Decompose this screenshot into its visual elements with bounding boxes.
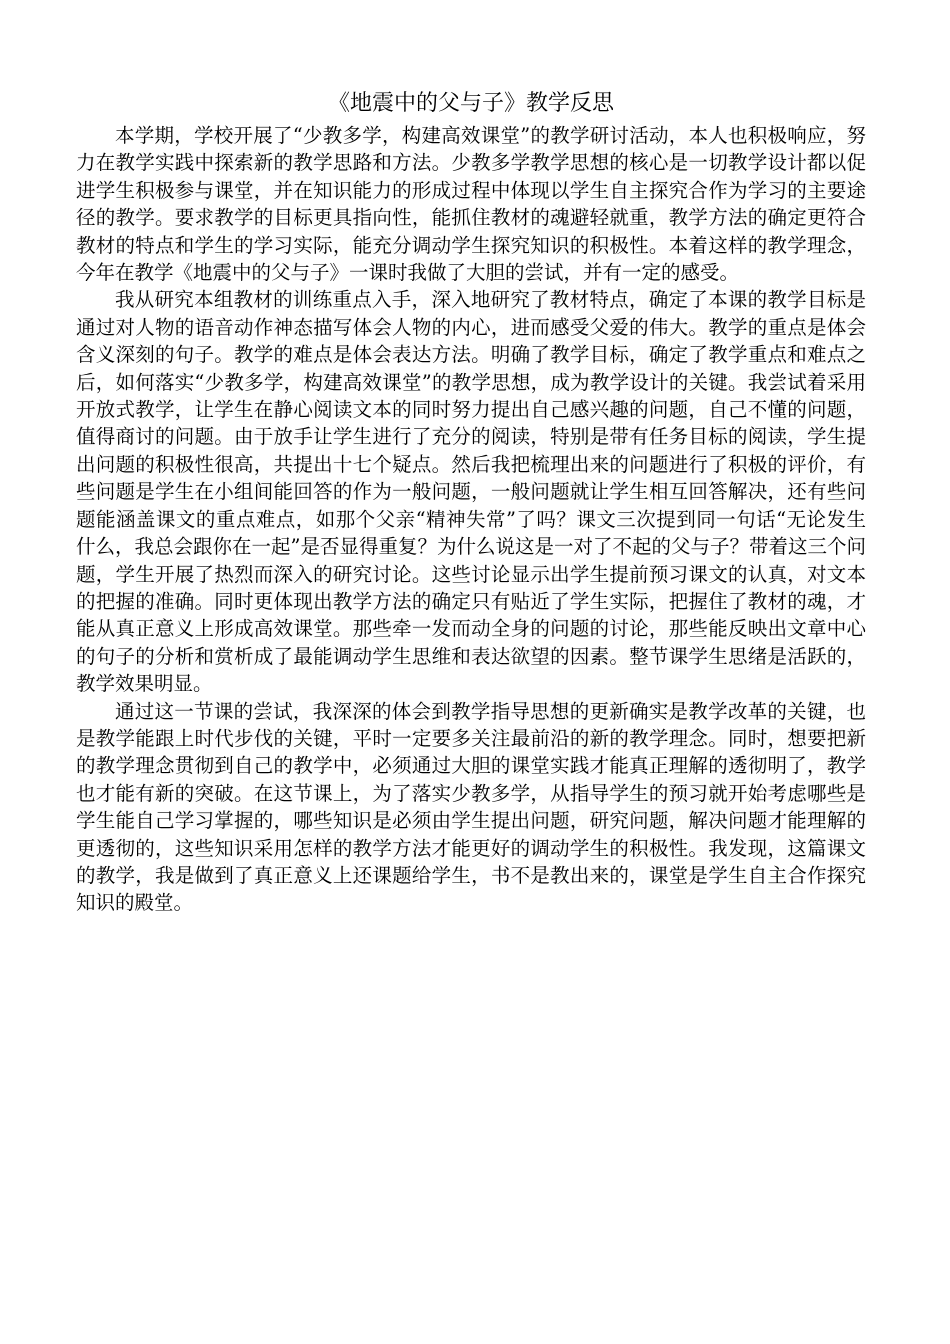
- paragraph-2: 我从研究本组教材的训练重点入手，深入地研究了教材特点，确定了本课的教学目标是通过对人物的语音动作神态描写体会人物的内心，进而感受父爱的伟大。教学的重点是体会含义深刻的句子。教学的难点是体会表达方法。明确了教学目标，确定了教学重点和难点之后，如何落实“少教多学，构建高效课堂”的教学思想，成为教学设计的关键。我尝试着采用开放式教学，让学生在静心阅读文本的同时努力提出自己感兴趣的问题，自己不懂的问题，值得商讨的问题。由于放手让学生进行了充分的阅读，特别是带有任务目标的阅读，学生提出问题的积极性很高，共提出十七个疑点。然后我把梳理出来的问题进行了积极的评价，有些问题是学生在小组间能回答的作为一般问题，一般问题就让学生相互回答解决，还有些问题能涵盖课文的重点难点，如那个父亲“精神失常”了吗？课文三次提到同一句话“无论发生什么，我总会跟你在一起”是否显得重复？为什么说这是一对了不起的父与子？带着这三个问题，学生开展了热烈而深入的研究讨论。这些讨论显示出学生提前预习课文的认真，对文本的把握的准确。同时更体现出教学方法的确定只有贴近了学生实际，把握住了教材的魂，才能从真正意义上形成高效课堂。那些牵一发而动全身的问题的讨论，那些能反映出文章中心的句子的分析和赏析成了最能调动学生思维和表达欲望的因素。整节课学生思绪是活跃的，教学效果明显。: [76, 288, 866, 696]
- document-title: 《地震中的父与子》教学反思: [327, 91, 614, 116]
- document-page: [76, 86, 866, 917]
- paragraph-1: 本学期，学校开展了“少教多学，构建高效课堂”的教学研讨活动，本人也积极响应，努力在教学实践中探索新的教学思路和方法。少教多学教学思想的核心是一切教学设计都以促进学生积极参与课堂，并在知识能力的形成过程中体现以学生自主探究合作为学习的主要途径的教学。要求教学的目标更具指向性，能抓住教材的魂避轻就重，教学方法的确定更符合教材的特点和学生的学习实际，能充分调动学生探究知识的积极性。本着这样的教学理念，今年在教学《地震中的父与子》一课时我做了大胆的尝试，并有一定的感受。: [76, 124, 866, 285]
- paragraph-3: 通过这一节课的尝试，我深深的体会到教学指导思想的更新确实是教学改革的关键，也是教学能跟上时代步伐的关键，平时一定要多关注最前沿的新的教学理念。同时，想要把新的教学理念贯彻到自己的教学中，必须通过大胆的课堂实践才能真正理解的透彻明了，教学也才能有新的突破。在这节课上，为了落实少教多学，从指导学生的预习就开始考虑哪些是学生能自己学习掌握的，哪些知识是必须由学生提出问题，研究问题，解决问题才能理解的更透彻的，这些知识采用怎样的教学方法才能更好的调动学生的积极性。我发现，这篇课文的教学，我是做到了真正意义上还课题给学生，书不是教出来的，课堂是学生自主合作探究知识的殿堂。: [76, 699, 866, 915]
